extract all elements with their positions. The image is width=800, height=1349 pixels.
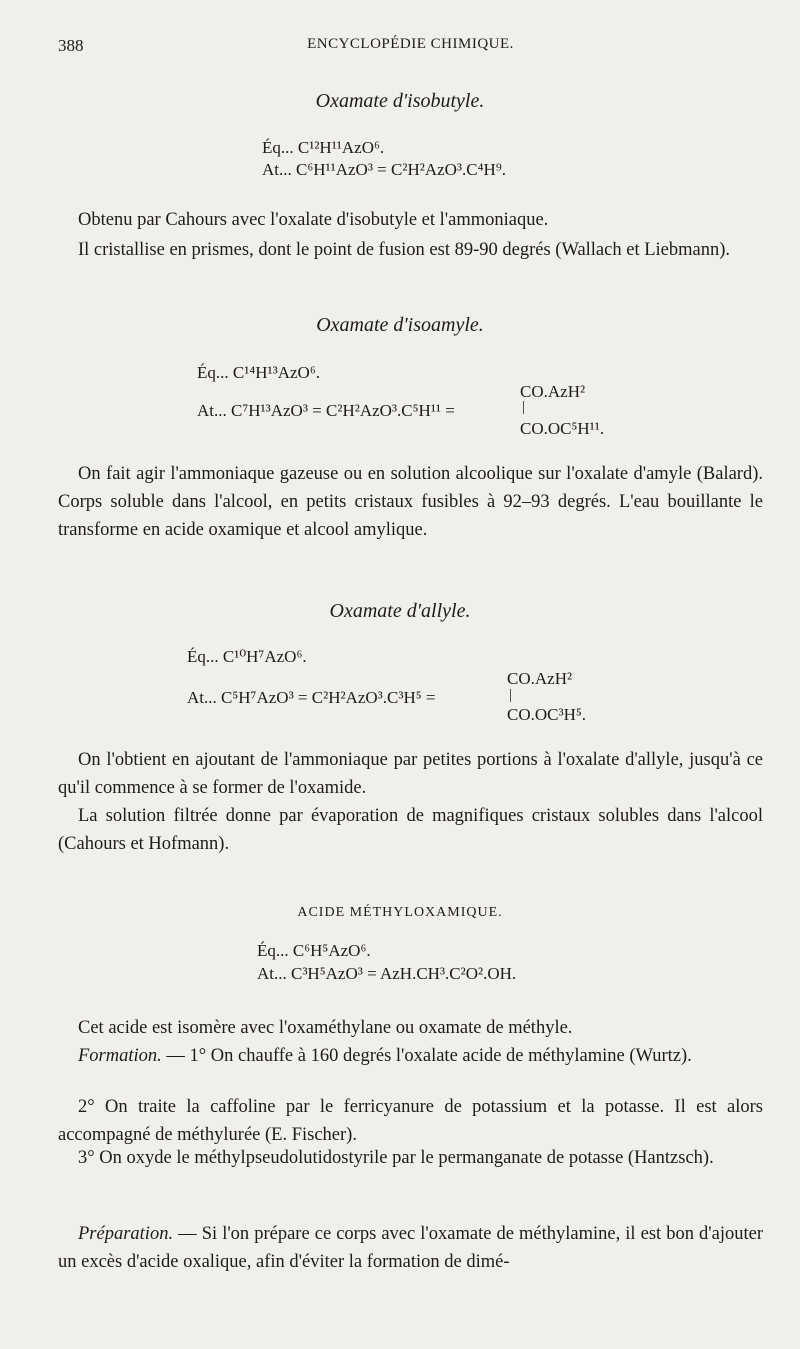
paragraph-formation — [58, 1042, 763, 1070]
paragraph: Obtenu par Cahours avec l'oxalate d'isobutyle et l'ammoniaque. — [78, 210, 549, 230]
formula-bottom-allyle: CO.OC³H⁵. — [507, 705, 587, 724]
paragraph: Il cristallise en prismes, dont le point de fusion est 89-90 degrés (Wallach et Liebmann). — [78, 240, 730, 260]
formation-label: Formation. — [78, 1046, 162, 1066]
formula-eq-isoamyle: Éq... C¹⁴H¹³AzO⁶. — [197, 363, 320, 382]
section-title-isoamyle: Oxamate d'isoamyle. — [316, 314, 484, 336]
section-title-isobutyle: Oxamate d'isobutyle. — [315, 90, 485, 112]
paragraph-preparation — [58, 1220, 763, 1276]
formation-text: — 1° On chauffe à 160 degrés l'oxalate acide de méthylamine (Wurtz). — [161, 1046, 692, 1066]
paragraph: On l'obtient en ajoutant de l'ammoniaque par petites portions à l'oxalate d'allyle, jusqu'à ce qu'il commence à se former de l'oxamide. — [58, 750, 763, 798]
formula-at-isoamyle: At... C⁷H¹³AzO³ = C²H²AzO³.C⁵H¹¹ = — [197, 401, 455, 420]
section-title-methyloxamique: ACIDE MÉTHYLOXAMIQUE. — [297, 905, 503, 920]
preparation-label: Préparation. — [78, 1224, 174, 1244]
running-title: ENCYCLOPÉDIE CHIMIQUE. — [307, 36, 514, 52]
formula-eq-isobutyle: Éq... C¹²H¹¹AzO⁶. — [262, 138, 385, 157]
formula-eq-allyle: Éq... C¹⁰H⁷AzO⁶. — [187, 647, 307, 666]
page-number: 388 — [58, 36, 84, 55]
preparation-text: — Si l'on prépare ce corps avec l'oxamate de méthylamine, il est bon d'ajouter un excès d'acide oxalique, afin d'éviter la formation de dimé- — [58, 1224, 763, 1272]
bond-line: | — [509, 687, 513, 703]
formula-at-isobutyle: At... C⁶H¹¹AzO³ = C²H²AzO³.C⁴H⁹. — [262, 160, 506, 179]
formula-top-isoamyle: CO.AzH² — [520, 382, 586, 401]
page-header — [58, 36, 763, 60]
formula-bottom-isoamyle: CO.OC⁵H¹¹. — [520, 419, 605, 438]
bond-line: | — [522, 399, 526, 415]
formula-top-allyle: CO.AzH² — [507, 669, 573, 688]
paragraph: Cet acide est isomère avec l'oxaméthylane ou oxamate de méthyle. — [78, 1018, 573, 1038]
formula-at-allyle: At... C⁵H⁷AzO³ = C²H²AzO³.C³H⁵ = — [187, 688, 436, 707]
paragraph: On fait agir l'ammoniaque gazeuse ou en solution alcoolique sur l'oxalate d'amyle (Balard). Corps soluble dans l'alcool, en petits cristaux fusibles à 92–93 degrés. L'eau bouillante le transforme en acide oxamique et alcool amylique. — [58, 464, 763, 540]
paragraph: 3° On oxyde le méthylpseudolutidostyrile par le permanganate de potasse (Hantzsch). — [78, 1148, 714, 1168]
section-title-allyle: Oxamate d'allyle. — [329, 600, 471, 622]
paragraph: 2° On traite la caffoline par le ferricyanure de potassium et la potasse. Il est alors accompagné de méthylurée (E. Fischer). — [58, 1097, 763, 1145]
paragraph: La solution filtrée donne par évaporation de magnifiques cristaux solubles dans l'alcool (Cahours et Hofmann). — [58, 806, 763, 854]
formula-at-methyloxamique: At... C³H⁵AzO³ = AzH.CH³.C²O².OH. — [257, 964, 517, 983]
formula-eq-methyloxamique: Éq... C⁶H⁵AzO⁶. — [257, 941, 371, 960]
